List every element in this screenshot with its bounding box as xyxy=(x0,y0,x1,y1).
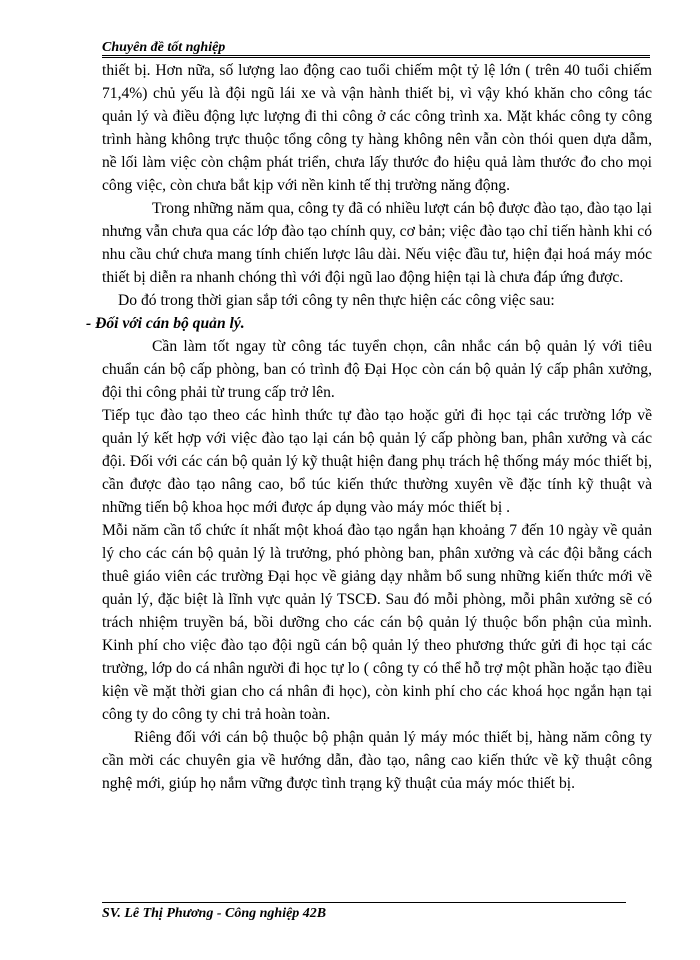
header-rule xyxy=(102,55,650,56)
paragraph-6: Mỗi năm cần tổ chức ít nhất một khoá đào tạo ngắn hạn khoảng 7 đến 10 ngày về quản lý cho các cán bộ quản lý là trưởng, phó phòng ban, phân xưởng và các đội bằng cách thuê giáo viên các trường Đại học về giảng dạy nhằm bổ sung những kiến thức mới về quản lý, đặc biệt là lĩnh vực quản lý TSCĐ. Sau đó mỗi phòng, mỗi phân xưởng sẽ có trách nhiệm truyền bá, bồi dưỡng cho các cán bộ quản lý thuộc bổn phận của mình. Kinh phí cho việc đào tạo đội ngũ cán bộ quản lý theo phương thức gửi đi học tại các trường, lớp do cá nhân người đi học tự lo ( công ty có thể hỗ trợ một phần hoặc tạo điều kiện về mặt thời gian cho cá nhân đi học), còn kinh phí cho các khoá học ngắn hạn tại công ty do công ty chi trả hoàn toàn. xyxy=(102,522,652,723)
header-title: Chuyên đề tốt nghiệp xyxy=(102,40,226,55)
footer-rule xyxy=(102,902,626,903)
section-heading: - Đối với cán bộ quản lý. xyxy=(86,315,245,332)
paragraph-7: Riêng đối với cán bộ thuộc bộ phận quản lý máy móc thiết bị, hàng năm công ty cần mời các chuyên gia về hướng dẫn, đào tạo, nâng cao kiến thức về kỹ thuật công nghệ mới, giúp họ nắm vững được tình trạng kỹ thuật của máy móc thiết bị. xyxy=(102,729,652,792)
paragraph-1: thiết bị. Hơn nữa, số lượng lao động cao tuổi chiếm một tỷ lệ lớn ( trên 40 tuổi chiếm 71,4%) chủ yếu là đội ngũ lái xe và vận hành thiết bị, vì vậy khó khăn cho công tác quản lý và điều động lực lượng đi thi công ở các công trình xa. Mặt khác công ty công trình hàng không trực thuộc tổng công ty hàng không nên vẫn còn thói quen dựa dẫm, nề lối làm việc còn chậm phát triển, chưa lấy thước đo hiệu quả làm thước đo cho mọi công việc, còn chưa bắt kịp với nền kinh tế thị trường năng động. xyxy=(102,62,652,194)
paragraph-2: Trong những năm qua, công ty đã có nhiều lượt cán bộ được đào tạo, đào tạo lại nhưng vẫn chưa qua các lớp đào tạo chính quy, cơ bản; việc đào tạo chỉ tiến hành khi có nhu cầu chứ chưa mang tính chiến lược lâu dài. Nếu việc đầu tư, hiện đại hoá máy móc thiết bị diễn ra nhanh chóng thì với đội ngũ lao động hiện tại là chưa đáp ứng được. xyxy=(102,200,652,286)
paragraph-5: Tiếp tục đào tạo theo các hình thức tự đào tạo hoặc gửi đi học tại các trường lớp về quản lý kết hợp với việc đào tạo lại cán bộ quản lý cấp phòng ban, phân xưởng và các đội. Đối với các cán bộ quản lý kỹ thuật hiện đang phụ trách hệ thống máy móc thiết bị, cần được đào tạo nâng cao, bổ túc kiến thức thường xuyên về đặc tính kỹ thuật và những tiến bộ khoa học mới được áp dụng vào máy móc thiết bị . xyxy=(102,407,652,516)
paragraph-3: Do đó trong thời gian sắp tới công ty nên thực hiện các công việc sau: xyxy=(118,292,555,309)
paragraph-4: Cần làm tốt ngay từ công tác tuyển chọn, cân nhắc cán bộ quản lý với tiêu chuẩn cán bộ cấp phòng, ban có trình độ Đại Học còn cán bộ quản lý cấp phân xưởng, đội thi công phải từ trung cấp trở lên. xyxy=(102,338,652,401)
header-rule-double xyxy=(102,57,650,58)
footer-text: SV. Lê Thị Phương - Công nghiệp 42B xyxy=(102,906,327,921)
document-body xyxy=(86,59,652,795)
